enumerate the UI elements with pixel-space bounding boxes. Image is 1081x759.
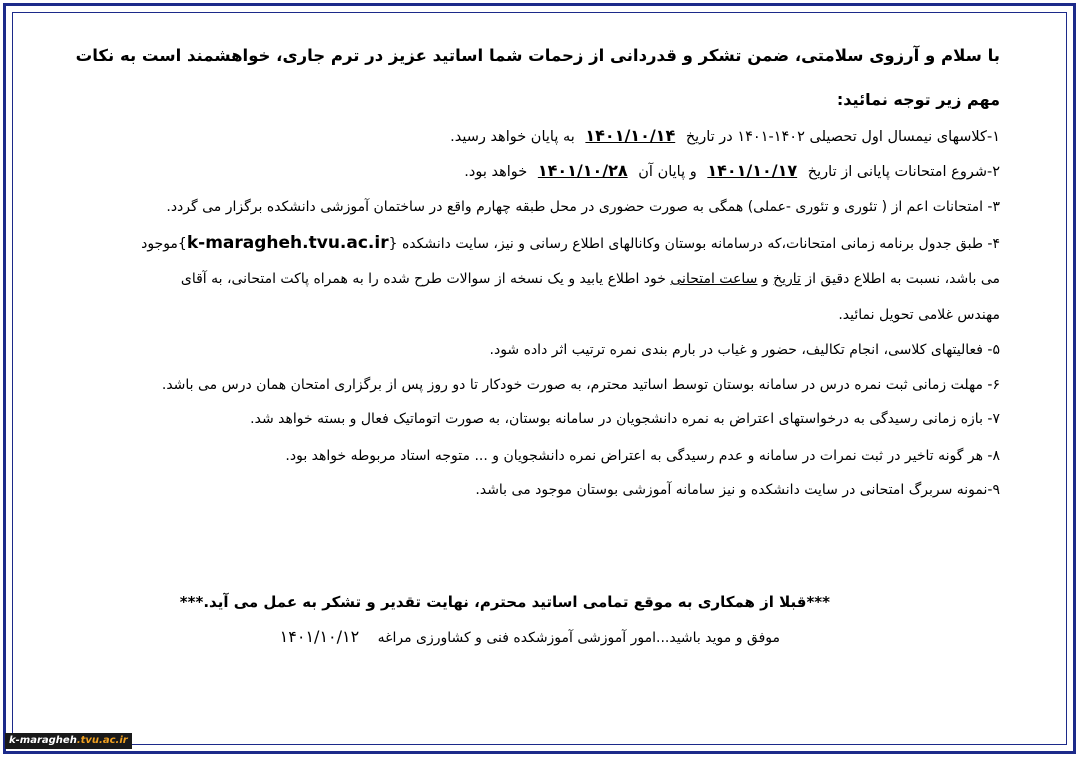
item-4-text-b: }موجود — [141, 236, 187, 252]
signature-date: ۱۴۰۱/۱۰/۱۲ — [279, 627, 360, 646]
item-4-text-a: ۴- طبق جدول برنامه زمانی امتحانات،که درسامانه بوستان وکانالهای اطلاع رسانی و نیز، سایت دانشکده { — [388, 236, 1000, 252]
item-1-date: ۱۴۰۱/۱۰/۱۴ — [585, 126, 676, 145]
item-1-text-a: ۱-کلاسهای نیمسال اول تحصیلی ۱۴۰۲-۱۴۰۱ در تاریخ — [685, 129, 1000, 145]
closing-thanks: ***قبلا از همکاری به موقع تمامی اساتید محترم، نهایت تقدیر و تشکر به عمل می آید.*** — [179, 593, 830, 611]
item-3: ۳- امتحانات اعم از ( تئوری و تئوری -عملی) همگی به صورت حضوری در محل طبقه چهارم واقع در ساختمان آموزشی دانشکده برگزار می گردد. — [166, 199, 1000, 215]
intro-line-1: با سلام و آرزوی سلامتی، ضمن تشکر و قدردانی از زحمات شما اساتید عزیز در ترم جاری، خواهشمند است به نکات — [75, 46, 1000, 65]
item-1 — [450, 126, 1000, 145]
watermark-domain: .tvu.ac.ir — [76, 735, 128, 746]
announcement-body — [38, 40, 1000, 680]
item-2-text-c: خواهد بود. — [464, 164, 528, 180]
item-2-text-b: و پایان آن — [638, 164, 697, 180]
item-4-text-c: می باشد، نسبت به اطلاع دقیق از — [805, 271, 1000, 287]
watermark-prefix: k-maragheh — [9, 735, 77, 746]
item-4-text-d: خود اطلاع یابید و یک نسخه از سوالات طرح شده را به همراه پاکت امتحانی، به آقای — [180, 271, 666, 287]
item-2-start-date: ۱۴۰۱/۱۰/۱۷ — [707, 161, 798, 180]
college-website-link[interactable]: k-maragheh.tvu.ac.ir — [186, 233, 389, 253]
item-4-line-2 — [181, 271, 1000, 287]
item-2 — [464, 161, 1000, 180]
item-2-text-a: ۲-شروع امتحانات پایانی از تاریخ — [807, 164, 1000, 180]
item-4-and: و — [761, 271, 769, 287]
item-1-text-b: به پایان خواهد رسید. — [450, 129, 575, 145]
signature-text: موفق و موید باشید...امور آموزشی آموزشکده فنی و کشاورزی مراغه — [377, 630, 780, 646]
item-2-end-date: ۱۴۰۱/۱۰/۲۸ — [537, 161, 628, 180]
item-6: ۶- مهلت زمانی ثبت نمره درس در سامانه بوستان توسط اساتید محترم، به صورت خودکار تا دو روز پس از برگزاری امتحان همان درس می باشد. — [161, 377, 1000, 393]
item-7: ۷- بازه زمانی رسیدگی به درخواستهای اعتراض به نمره دانشجویان در سامانه بوستان، به صورت اتوماتیک فعال و بسته خواهد شد. — [250, 411, 1000, 427]
item-4-time-word: ساعت امتحانی — [670, 271, 758, 287]
item-8: ۸- هر گونه تاخیر در ثبت نمرات در سامانه و عدم رسیدگی به اعتراض نمره دانشجویان و ... متوجه استاد مربوطه خواهد بود. — [285, 448, 1000, 464]
item-4-line-3: مهندس غلامی تحویل نمائید. — [838, 307, 1000, 323]
item-4-date-word: تاریخ — [773, 271, 801, 287]
signature-line — [280, 627, 780, 646]
item-5: ۵- فعالیتهای کلاسی، انجام تکالیف، حضور و غیاب در بارم بندی نمره ترتیب اثر داده شود. — [489, 342, 1000, 358]
item-9: ۹-نمونه سربرگ امتحانی در سایت دانشکده و نیز سامانه آموزشی بوستان موجود می باشد. — [475, 482, 1000, 498]
site-watermark — [5, 733, 132, 749]
item-4-line-1 — [141, 233, 1000, 253]
intro-line-2: مهم زیر توجه نمائید: — [836, 90, 1000, 109]
